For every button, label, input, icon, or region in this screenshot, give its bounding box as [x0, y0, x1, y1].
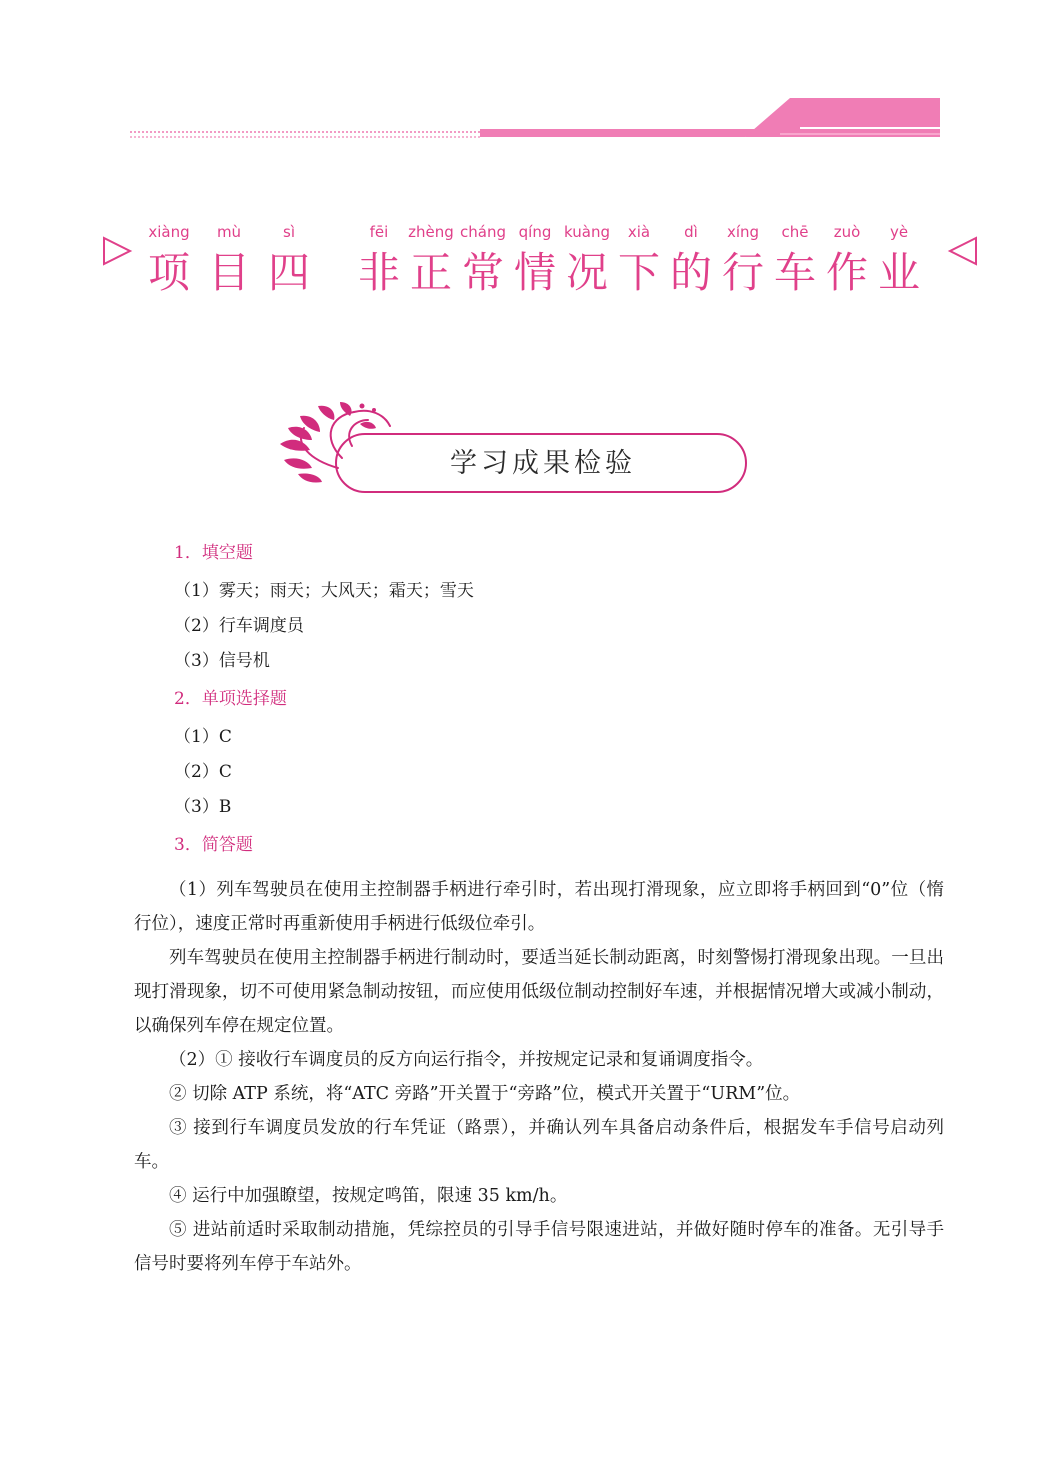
- title-pinyin: zuò: [833, 223, 861, 241]
- chapter-title: [100, 222, 980, 312]
- paragraph: ② 切除 ATP 系统，将“ATC 旁路”开关置于“旁路”位，模式开关置于“URM”位。: [169, 1084, 801, 1104]
- answer-item: （1）雾天；雨天；大风天；霜天；雪天: [174, 581, 474, 601]
- title-hanzi: 行: [721, 248, 764, 297]
- title-pinyin: xià: [627, 223, 651, 241]
- section-fill-in: [134, 541, 944, 673]
- answer-item: （3）信号机: [174, 651, 270, 671]
- title-hanzi: 常: [461, 248, 504, 297]
- title-pinyin: fēi: [369, 223, 389, 241]
- title-hanzi: 目: [207, 248, 250, 297]
- title-pinyin: kuàng: [564, 223, 610, 241]
- title-pinyin: yè: [889, 223, 909, 241]
- title-pinyin: dì: [684, 223, 698, 241]
- paragraph: ④ 运行中加强瞭望，按规定鸣笛，限速 35 km/h。: [169, 1186, 568, 1206]
- title-pinyin: mù: [216, 223, 242, 241]
- section-banner-title: 学习成果检验: [450, 448, 636, 479]
- title-char: [266, 222, 312, 312]
- section-heading: 2．单项选择题: [174, 689, 287, 709]
- title-pinyin: zhèng: [408, 223, 454, 241]
- answer-item: （3）B: [174, 797, 232, 817]
- title-pinyin: sì: [283, 223, 295, 241]
- title-hanzi: 业: [877, 248, 920, 297]
- title-hanzi: 项: [147, 248, 190, 297]
- title-hanzi: 四: [267, 248, 310, 297]
- title-pinyin: qíng: [518, 223, 552, 241]
- section-single-choice: [134, 687, 944, 819]
- paragraph-block: [134, 873, 944, 1281]
- title-hanzi: 下: [617, 248, 660, 297]
- title-hanzi: 车: [773, 248, 816, 297]
- title-hanzi: 的: [669, 248, 712, 297]
- paragraph: ⑤ 进站前适时采取制动措施，凭综控员的引导手信号限速进站，并做好随时停车的准备。无引导手信号时要将列车停于车站外。: [134, 1220, 944, 1274]
- title-hanzi: 作: [825, 248, 868, 297]
- triangle-left-icon: [946, 234, 980, 268]
- title-hanzi: 非: [357, 248, 400, 297]
- paragraph: （2）① 接收行车调度员的反方向运行指令，并按规定记录和复诵调度指令。: [169, 1050, 764, 1070]
- paragraph: （1）列车驾驶员在使用主控制器手柄进行牵引时，若出现打滑现象，应立即将手柄回到“0”位（惰行位），速度正常时再重新使用手柄进行低级位牵引。: [134, 880, 944, 934]
- answer-content: [134, 535, 944, 1281]
- title-hanzi: 况: [565, 248, 608, 297]
- section-heading: 3．简答题: [174, 835, 253, 855]
- header-decoration: [0, 0, 1044, 160]
- paragraph: ③ 接到行车调度员发放的行车凭证（路票），并确认列车具备启动条件后，根据发车手信号启动列车。: [134, 1118, 944, 1172]
- title-pinyin: chē: [781, 223, 809, 241]
- paragraph: 列车驾驶员在使用主控制器手柄进行制动时，要适当延长制动距离，时刻警惕打滑现象出现。一旦出现打滑现象，切不可使用紧急制动按钮，而应使用低级位制动控制好车速，并根据情况增大或减小制动，以确保列车停在规定位置。: [134, 948, 944, 1036]
- title-pinyin: xíng: [726, 223, 760, 241]
- title-pinyin: xiàng: [148, 223, 190, 241]
- title-pinyin: cháng: [460, 223, 506, 241]
- answer-item: （1）C: [174, 727, 232, 747]
- section-heading: 1．填空题: [174, 543, 253, 563]
- title-char: [876, 222, 922, 312]
- answer-item: （2）行车调度员: [174, 616, 304, 636]
- title-hanzi: 正: [409, 248, 452, 297]
- title-hanzi: 情: [513, 248, 556, 297]
- section-short-answer: [134, 833, 944, 1281]
- answer-item: （2）C: [174, 762, 232, 782]
